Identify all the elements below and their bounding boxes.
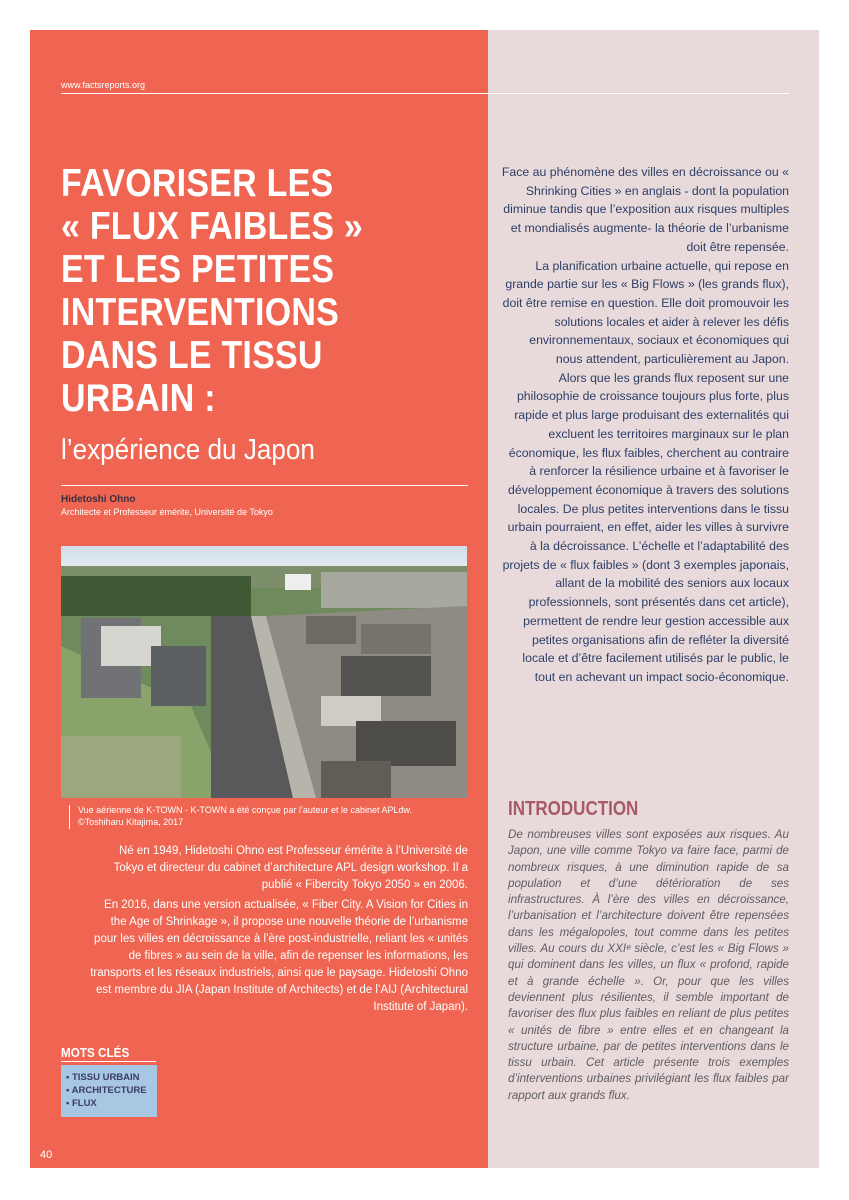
- abstract-paragraph: La planification urbaine actuelle, qui repose en grande partie sur les « Big Flows » (les grands flux), doit être remise en question. Elle doit promouvoir les solutions locales et aider à relever les défis environnementaux, sociaux et économiques qui nous attendent, particulièrement au Japon.: [502, 258, 789, 367]
- bio-paragraph: En 2016, dans une version actualisée, « Fiber City. A Vision for Cities in the Age of Shrinkage », il propose une nouvelle théorie de l’urbanisme pour les villes en décroissance à l’ère post-industrielle, reliant les « unités de fibres » au sein de la ville, afin de repenser les informations, les transports et les réseaux industriels, ainsi que le paysage. Hidetoshi Ohno est membre du JIA (Japan Institute of Architects) et de l’AIJ (Architectural Institute of Japan).: [90, 899, 468, 1013]
- keywords-list: [61, 1065, 157, 1110]
- photo-caption: Vue aérienne de K-TOWN - K-TOWN a été conçue par l’auteur et le cabinet APLdw. ©Toshiharu Kitajima, 2017: [78, 805, 413, 827]
- page-number: 40: [40, 1149, 53, 1161]
- introduction-heading: INTRODUCTION: [508, 798, 639, 820]
- title-line: FAVORISER LES: [61, 162, 334, 205]
- keywords-divider: [61, 1061, 156, 1062]
- keyword-item: • TISSU URBAIN: [66, 1072, 140, 1083]
- header-divider: [61, 93, 789, 94]
- keywords-box: [61, 1065, 157, 1117]
- abstract-paragraph: Face au phénomène des villes en décroissance ou « Shrinking Cities » en anglais - dont la population diminue tandis que l’exposition aux risques multiples et mondialisés augmente- la théorie de l’urbanisme doit être repensée.: [501, 165, 789, 254]
- introduction-text: De nombreuses villes sont exposées aux risques. Au Japon, une ville comme Tokyo va faire face, parmi de nombreux risques, à une diminution rapide de sa population et d’une détérioration de ses infrastructures. À l’ère des villes en décroissance, l’urbanisation et l’architecture doivent être repensées dans les mégalopoles, tout comme dans les petites villes. Au cours du XXIᵉ siècle, c’est les « Big Flows » qui dominent dans les villes, un flux « profond, rapide et à grande échelle ». Or, pour que les villes deviennent plus résilientes, il semble important de favoriser des flux plus faibles en reliant de plus petites « unités de fibre » entre elles et en changeant la structure urbaine, par de petites interventions dans le tissu urbain. Cet article présente trois exemples d’interventions urbaines privilégiant les flux faibles par rapport aux grands flux.: [508, 828, 789, 1102]
- title-line: URBAIN :: [61, 377, 216, 420]
- article-subtitle: l’expérience du Japon: [61, 434, 315, 466]
- keyword-item: • ARCHITECTURE: [66, 1085, 147, 1096]
- keyword-item: • FLUX: [66, 1098, 97, 1109]
- title-divider: [61, 485, 468, 486]
- author-role: Architecte et Professeur émérite, Université de Tokyo: [61, 507, 273, 517]
- title-line: « FLUX FAIBLES »: [61, 205, 364, 248]
- author-name: Hidetoshi Ohno: [61, 494, 136, 505]
- title-line: ET LES PETITES: [61, 248, 335, 291]
- aerial-photo: [61, 546, 467, 798]
- abstract: [500, 163, 789, 687]
- website-url[interactable]: www.factsreports.org: [61, 80, 146, 90]
- bio-paragraph: Né en 1949, Hidetoshi Ohno est Professeur émérite à l’Université de Tokyo et directeur du cabinet d’architecture APL design workshop. Il a publié « Fibercity Tokyo 2050 » en 2006.: [113, 845, 468, 891]
- author-bio: [90, 843, 468, 1019]
- article-title: [61, 162, 426, 420]
- caption-marker: [69, 805, 70, 829]
- keywords-title: MOTS CLÉS: [61, 1045, 130, 1060]
- title-line: INTERVENTIONS: [61, 291, 340, 334]
- title-line: DANS LE TISSU: [61, 334, 323, 377]
- abstract-paragraph: Alors que les grands flux reposent sur une philosophie de croissance toujours plus forte, plus rapide et plus large produisant des externalités qui excluent les territoires marginaux sur le plan économique, les flux faibles, cherchent au contraire à renforcer la résilience urbaine et à favoriser le développement économique à travers des solutions locales. De plus petites interventions dans le tissu urbain pourraient, en effet, aider les villes à survivre à la décroissance. L’échelle et l’adaptabilité des projets de « flux faibles » (dont 3 exemples japonais, allant de la mobilité des seniors aux locaux professionnels, sont présentés dans cet article), permettent de rendre leur gestion accessible aux petites organisations afin de refléter la diversité locale et d’être facilement utilisés par le public, le tout en achevant un impact socio-économique.: [502, 370, 789, 684]
